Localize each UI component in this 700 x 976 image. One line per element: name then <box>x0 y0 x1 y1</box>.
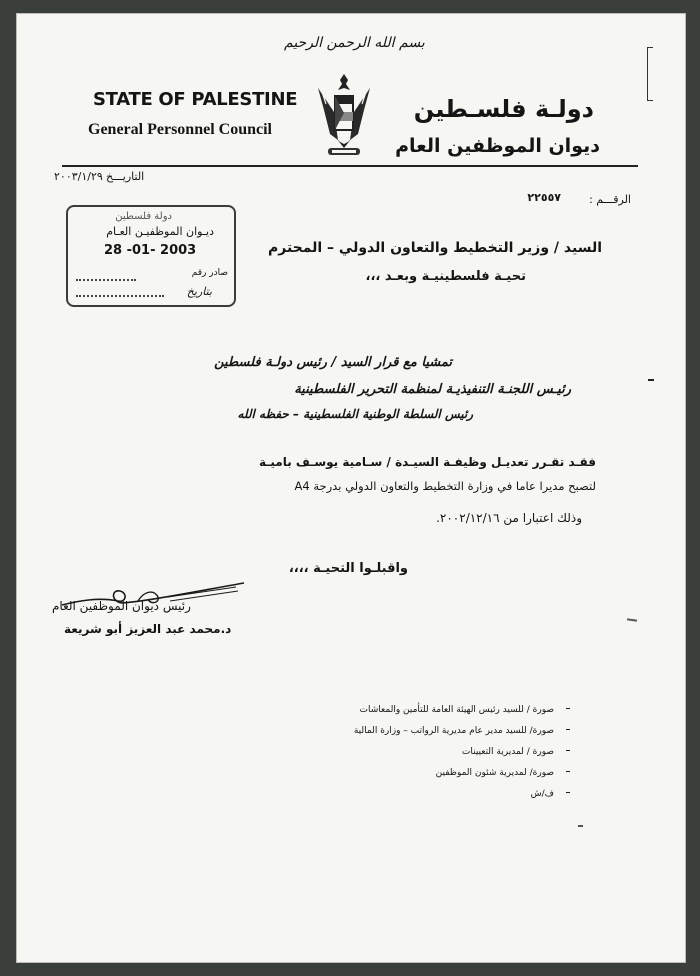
stamp-council: ديـوان الموظفيـن العـام <box>106 225 214 238</box>
cc-item: صورة/ لمديرية شئون الموظفين <box>294 768 554 789</box>
stamp-date: 28 -01- 2003 <box>104 243 197 258</box>
council-title-ar: ديوان الموظفين العام <box>395 135 600 157</box>
body-line-3: وذلك اعتبارا من ٢٠٠٢/١٢/١٦. <box>436 511 582 525</box>
president-line-2: رئيـس اللجنـة التنفيذيـة لمنظمة التحرير الفلسطينية <box>294 382 571 397</box>
signatory-title: رئيس ديوان الموظفين العام <box>52 599 191 613</box>
state-title-ar: دولـة فلسـطين <box>413 95 594 123</box>
council-title-en: General Personnel Council <box>88 121 272 138</box>
president-line-1: تمشيا مع قرار السيد / رئيس دولـة فلسطين <box>214 355 452 370</box>
closing-regards: واقبلـوا التحيـة ،،،، <box>288 561 408 576</box>
margin-mark <box>648 379 654 381</box>
cc-item: صورة / للسيد رئيس الهيئة العامة للتأمين والمعاشات <box>294 705 554 726</box>
margin-mark <box>627 618 637 621</box>
stamp-dotted-line <box>76 295 164 297</box>
margin-bracket <box>647 47 653 101</box>
basmala: بسم الله الرحمن الرحيم <box>284 35 425 51</box>
margin-mark <box>578 825 583 827</box>
president-line-3: رئيس السلطة الوطنية الفلسطينية – حفظه الله <box>237 407 473 421</box>
stamp-outgoing-label: صادر رقم <box>191 268 228 278</box>
stamp-state: دولة فلسطين <box>115 211 172 222</box>
body-line-1: فقـد تقـرر تعديـل وظيفـة السيـدة / سـامية يوسـف باميـة <box>259 455 596 469</box>
date-value: ٢٠٠٣/١/٢٩ <box>54 170 103 183</box>
reference-number: ٢٢٥٥٧ <box>527 191 561 204</box>
received-stamp <box>66 205 236 307</box>
state-title-en: STATE OF PALESTINE <box>93 89 298 110</box>
body-line-2: لتصبح مديرا عاما في وزارة التخطيط والتعاون الدولي بدرجة A4 <box>294 479 596 493</box>
signatory-name: د.محمد عبد العزيز أبو شريعة <box>64 622 232 636</box>
reference-label: الرقـــم : <box>589 193 631 206</box>
palestine-eagle-emblem <box>312 68 376 160</box>
cc-item: صورة/ للسيد مدير عام مديرية الرواتب – وزارة المالية <box>294 726 554 747</box>
document-page <box>16 13 686 963</box>
cc-item: صورة / لمديرية التعيينات <box>294 747 554 768</box>
date-label: التاريـــخ <box>106 170 145 183</box>
cc-list <box>294 705 554 810</box>
cc-item: ف/ش <box>294 789 554 810</box>
stamp-date-label: بتاريخ <box>186 285 212 298</box>
addressee: السيد / وزير التخطيط والتعاون الدولي – المحترم <box>267 240 602 256</box>
greeting: تحيـة فلسطينيـة وبعـد ،،، <box>365 269 526 284</box>
stamp-dotted-line <box>76 279 136 281</box>
header-divider <box>62 165 638 167</box>
